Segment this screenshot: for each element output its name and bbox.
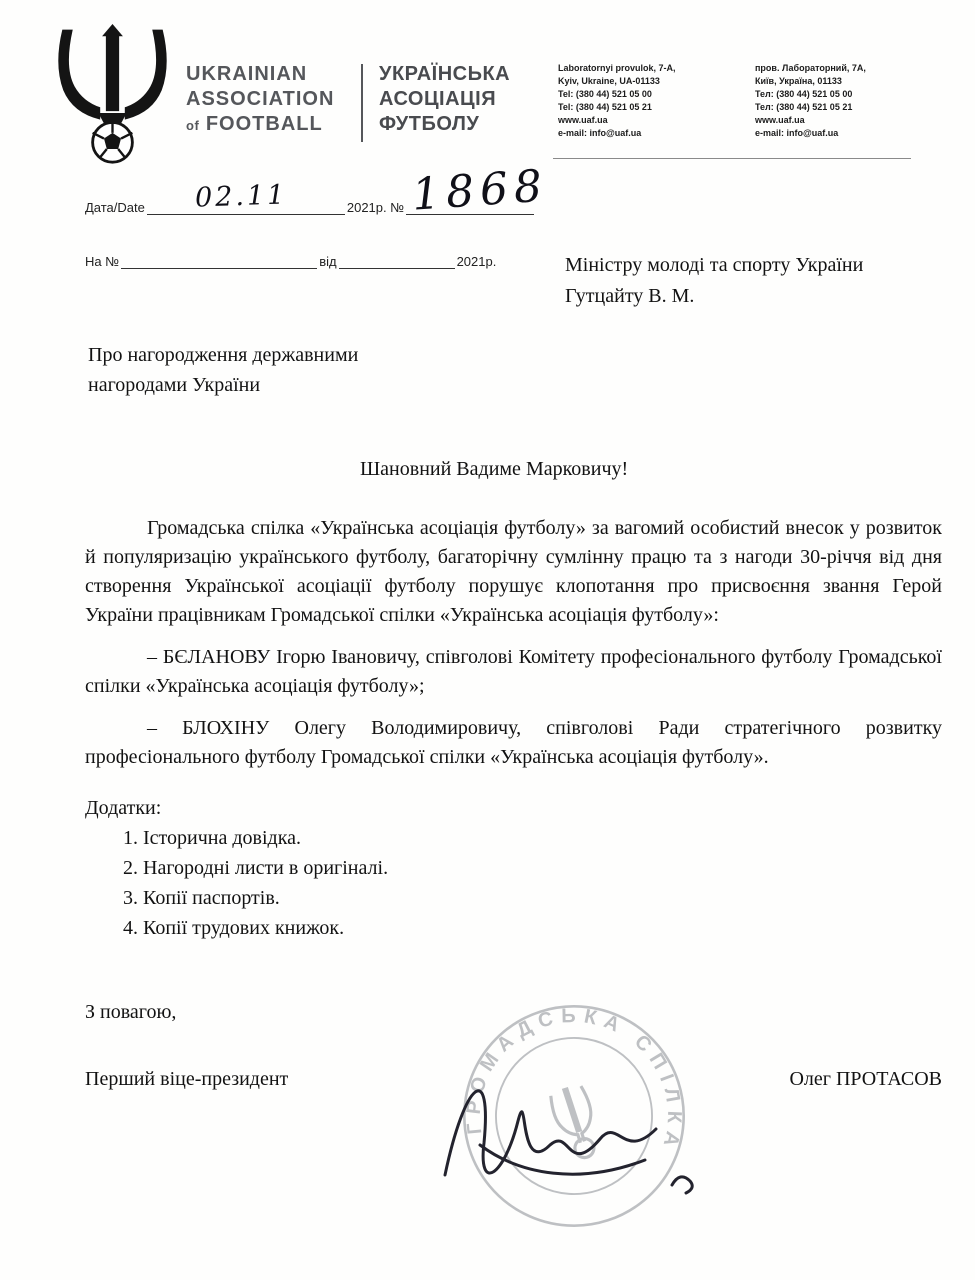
svg-text:ГРОМАДСЬКА СПІЛКА: ГРОМАДСЬКА СПІЛКА <box>462 1004 686 1156</box>
na-blank <box>121 255 317 269</box>
address-line: Tel: (380 44) 521 05 00 <box>558 89 652 99</box>
closing-regards: З повагою, <box>85 1001 177 1023</box>
reference-line-incoming <box>85 254 496 269</box>
date-label: Дата/Date <box>85 200 145 215</box>
attachment-item: 1. Історична довідка. <box>123 827 301 849</box>
org-ua-line3: ФУТБОЛУ <box>379 113 480 135</box>
body-paragraph-1: Громадська спілка «Українська асоціація футболу» за вагомий особистий внесок у розвиток й популяризацію українського футболу, багаторічну сумлінну працю та з нагоди 30-річчя від дня створення Української асоціації футболу порушує клопотання про присвоєння звання Герой України працівникам Громадської спілки «Українська асоціація футболу»: <box>85 517 942 626</box>
org-name-ukrainian <box>379 62 539 137</box>
body-paragraph-belanov: – БЄЛАНОВУ Ігорю Івановичу, співголові Комітету професіонального футболу Громадської спілки «Українська асоціація футболу»; <box>85 646 942 697</box>
org-ua-line1: УКРАЇНСЬКА <box>379 63 511 85</box>
address-line: Тел: (380 44) 521 05 21 <box>755 102 853 112</box>
recipient-line1: Міністру молоді та спорту України <box>565 254 864 276</box>
signature-icon <box>420 1025 730 1225</box>
trident-football-icon <box>55 24 170 166</box>
body-paragraph-blokhin: – БЛОХІНУ Олегу Володимировичу, співголові Ради стратегічного розвитку професіонального футболу Громадської спілки «Українська асоціація футболу». <box>85 717 942 768</box>
header-divider <box>361 64 363 142</box>
org-name-english <box>186 62 351 138</box>
attachment-item: 2. Нагородні листи в оригіналі. <box>123 857 389 879</box>
signer-name: Олег ПРОТАСОВ <box>789 1068 942 1090</box>
address-line: Laboratornyi provulok, 7-A, <box>558 63 676 73</box>
date-blank <box>147 179 345 215</box>
address-line: пров. Лабораторний, 7А, <box>755 63 866 73</box>
year-label: 2021р. <box>456 254 497 269</box>
address-line: Тел: (380 44) 521 05 00 <box>755 89 853 99</box>
org-en-line1: UKRAINIAN <box>186 63 308 85</box>
vid-label: від <box>319 254 337 269</box>
org-en-line3 <box>186 112 351 138</box>
signature <box>420 1025 730 1225</box>
na-label: На № <box>85 254 120 269</box>
attachments-section <box>85 794 942 943</box>
address-ukrainian <box>755 62 940 140</box>
vid-blank <box>339 255 455 269</box>
handwritten-number: 1868 <box>410 160 550 221</box>
address-website: www.uaf.ua <box>755 115 805 125</box>
address-email: e-mail: info@uaf.ua <box>558 128 642 138</box>
uaf-trident-logo <box>55 24 170 166</box>
org-ua-line2: АСОЦІАЦІЯ <box>379 88 497 110</box>
address-line: Tel: (380 44) 521 05 21 <box>558 102 652 112</box>
signer-position: Перший віце-президент <box>85 1068 289 1090</box>
attachment-item: 4. Копії трудових книжок. <box>123 917 345 939</box>
year-no-label: 2021р. № <box>346 200 405 215</box>
attachments-title: Додатки: <box>85 797 162 819</box>
address-line: Київ, Україна, 01133 <box>755 76 842 86</box>
number-blank <box>406 160 550 221</box>
org-en-football: FOOTBALL <box>205 113 323 135</box>
address-email: e-mail: info@uaf.ua <box>755 128 839 138</box>
org-en-of: of <box>186 118 200 133</box>
handwritten-date: 02.11 <box>194 179 288 214</box>
recipient-line2: Гутцайту В. М. <box>565 285 695 307</box>
subject-line2: нагородами України <box>88 374 261 396</box>
subject-block <box>88 340 488 400</box>
reference-line-date <box>85 160 550 221</box>
salutation: Шановний Вадиме Марковичу! <box>360 458 629 480</box>
subject-line1: Про нагородження державними <box>88 344 359 366</box>
org-en-line2: ASSOCIATION <box>186 88 335 110</box>
address-line: Kyiv, Ukraine, UA-01133 <box>558 76 660 86</box>
address-underline <box>553 158 911 159</box>
attachment-item: 3. Копії паспортів. <box>123 887 280 909</box>
address-english <box>558 62 743 140</box>
address-website: www.uaf.ua <box>558 115 608 125</box>
recipient-block <box>565 250 945 312</box>
